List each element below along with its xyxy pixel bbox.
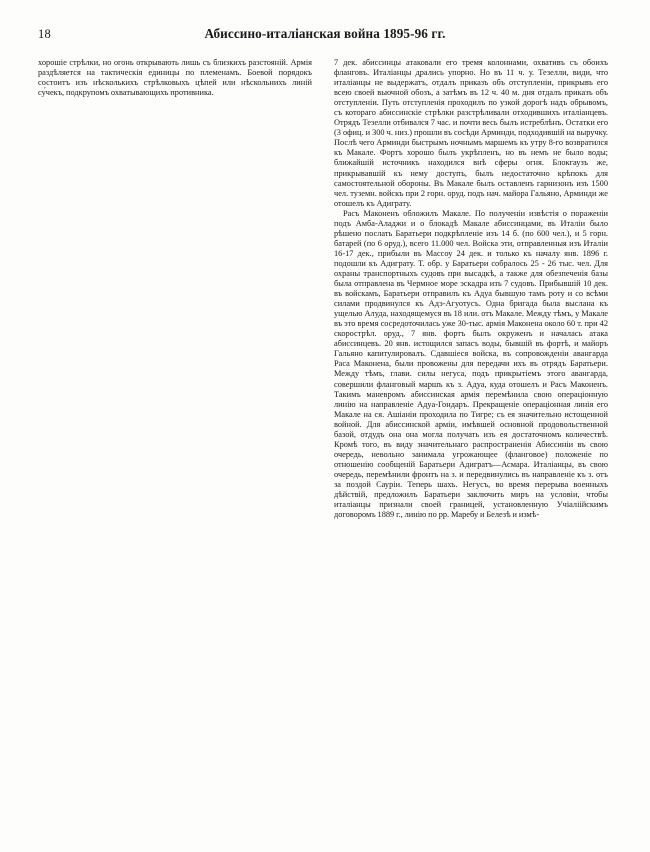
page-number: 18 xyxy=(38,27,51,41)
paragraph: Расъ Маконенъ обложилъ Макале. По полученіи извѣстія о пораженіи подъ Амба-Аладжи и о блокадѣ Макале абиссинцами, въ Италіи было рѣшено послать Баратьери подкрѣпленіе изъ 14 б. (по 600 чел.), и 5 горн. батарей (по 6 оруд.), всего 11.000 чел. Войска эти, отправленныя изъ Италіи 16-17 дек., прибыли въ Массоу 24 дек. и только къ началу янв. 1896 г. подошли къ Адиграту. Т. обр. у Баратьери собралось 25 - 26 тыс. чел. Для охраны транспортныхъ судовъ при высадкѣ, а также для обезпеченія базы была отправлена въ Чермное море эскадра изъ 7 судовъ. Прибывшій 10 дек. въ войскамъ, Баратьери отправилъ къ Адуа бывшую тамъ роту и со всѣми силами продвинулся къ Адэ-Агуотусъ. Одна бригада была выслана къ ущелью Алуда, находящемуся въ 18 или. отъ Макале. Между тѣмъ, у Макале въ это время сосредоточилась уже 30-тыс. армія Маконена около 60 т. при 42 скорострѣл. оруд., 7 янв. фортъ былъ окруженъ и началась атака абиссинцевъ. 20 янв. истощился запасъ воды, бывшій въ фортѣ, и майоръ Гальяно капитулировалъ. Сдавшіеся войска, въ сопровожденіи авангарда Раса Маконена, были провожены для передачи ихъ въ отрядъ Баратьери. Между тѣмъ, глави. силы негуса, подъ прикрытіемъ этого авангарда, совершили фланговый маршъ къ з. Адуа, куда отошелъ и Расъ Маконенъ. Такимъ маневромъ абиссинская армія перемѣнила свою операціонную линію на направленіе Адуа-Гондаръ. Прекращеніе операціонная линія его Макале на ся. Ашіаніи проходила по Тигре; съ ея значительно истощенной войной. Для абиссинской арміи, имѣвшей основной продовольственной базой, отдудъ она она могла получать изъ ея достаточномъ количествѣ. Кромѣ того, въ виду значительнаго распространенія Абиссиніи въ свою очередь, невольно занимала угрожающее (фланговое) положеніе по отношенію сообщеній Баратьери Адигратъ—Асмара. Италіанцы, въ свою очередь, перемѣнили фронтъ на з. и передвинулись въ направленіе къ з. отъ за поздой Сауріи. Теперь шахъ. Негусъ, во время перерыва военныхъ дѣйствій, предложилъ Баратьери заключить миръ на условіи, чтобы италіанцы признали своей границей, установленную Учіаліійскимъ договоромъ 1889 г., линію по рр. Маребу и Белезѣ и измѣ- xyxy=(334,208,608,520)
running-title: Абиссино-италіанская война 1895-96 гг. xyxy=(204,26,446,41)
paragraph: хорошіе стрѣлки, но огонь открывають лишь съ близкихъ разстояній. Армія раздѣляется на тактическія единицы по племенамъ. Боевой порядокъ состоитъ изъ нѣсколькихъ стрѣлковыхъ цѣпей или нѣскольнихъ линій су́чекъ, подкрупомъ охватывающихъ противника. xyxy=(38,58,312,98)
page-header xyxy=(38,26,612,44)
paragraph: 7 дек. абиссинцы атаковали его тремя колоннами, охвативъ съ обоихъ фланговъ. Италіанцы дрались упорно. Но въ 11 ч. у. Тезелли, види, что италіанцы не выдержатъ, отдалъ приказъ объ отступленіи, прикрывъ его всею своей вьючной обозъ, а затѣмъ въ 12 ч. 40 м. дня отдалъ приказъ объ отступленіи. Путь отступленія проходилъ по узкой дорогѣ надъ обрывомъ, съ котораго абиссинскіе стрѣлки разстрѣливали отходившихъ италіанцевъ. Отрядъ Тезелли отбивался 7 час. и почти весь былъ истреблѣнъ. Остатки его (3 офиц. и 300 ч. низ.) прошли въ сосѣди Арминди, подходившій на выручку. Послѣ чего Арминди быстрымъ ночнымъ маршемъ къ утру 8-го возвратился къ Макале. Фортъ хорошо былъ укрѣпленъ, но въ немъ не было воды; ближайшій источникъ находился внѣ сферы огня. Блокгаузъ же, прикрывавшій къ нему доступъ, былъ недостаточно крѣпокъ для самостоятельной обороны. Въ Макале былъ оставленъ гарнизонъ изъ 1500 чел. туземн. войскъ при 2 горн. оруд. подъ нач. майора Гальяно, Арминди же отошелъ къ Адиграту. xyxy=(334,58,608,208)
column-left xyxy=(38,58,312,98)
text-columns xyxy=(38,58,612,520)
column-right xyxy=(334,58,608,520)
